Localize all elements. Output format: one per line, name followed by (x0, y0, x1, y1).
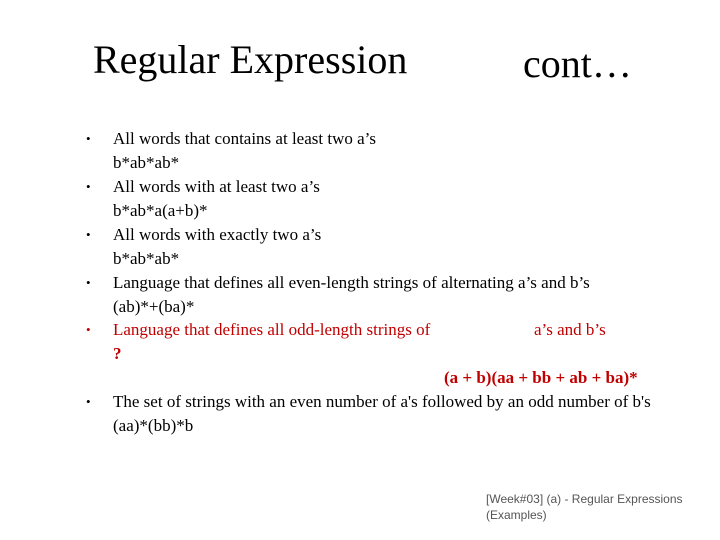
slide-footer (486, 491, 683, 523)
slide-title: Regular Expression (93, 37, 408, 82)
item-2-text: All words with at least two a’s (113, 177, 320, 196)
item-6-text: The set of strings with an even number of a's followed by an odd number of b's (113, 392, 651, 411)
bullet-2: • (86, 179, 91, 194)
item-3-answer: b*ab*ab* (113, 249, 180, 268)
item-2-answer: b*ab*a(a+b)* (113, 201, 208, 220)
item-5-revealed-answer: (a + b)(aa + bb + ab + ba)* (444, 368, 638, 387)
item-5-answer-placeholder: ? (113, 344, 122, 363)
item-4-text: Language that defines all even-length strings of alternating a’s and b’s (113, 273, 590, 292)
footer-line-1: [Week#03] (a) - Regular Expressions (486, 492, 683, 506)
item-3-text: All words with exactly two a’s (113, 225, 322, 244)
bullet-1: • (86, 131, 91, 146)
item-5-text-part1: Language that defines all odd-length strings of (113, 320, 431, 339)
slide-title-suffix: cont… (523, 41, 632, 86)
item-6-answer: (aa)*(bb)*b (113, 416, 194, 435)
item-1-answer: b*ab*ab* (113, 153, 180, 172)
footer-line-2: (Examples) (486, 508, 547, 522)
item-1-text: All words that contains at least two a’s (113, 129, 376, 148)
item-4-answer: (ab)*+(ba)* (113, 297, 195, 316)
bullet-6: • (86, 394, 91, 409)
bullet-3: • (86, 227, 91, 242)
item-5-text-part2: a’s and b’s (534, 320, 606, 339)
bullet-4: • (86, 275, 91, 290)
bullet-5: • (86, 322, 91, 337)
